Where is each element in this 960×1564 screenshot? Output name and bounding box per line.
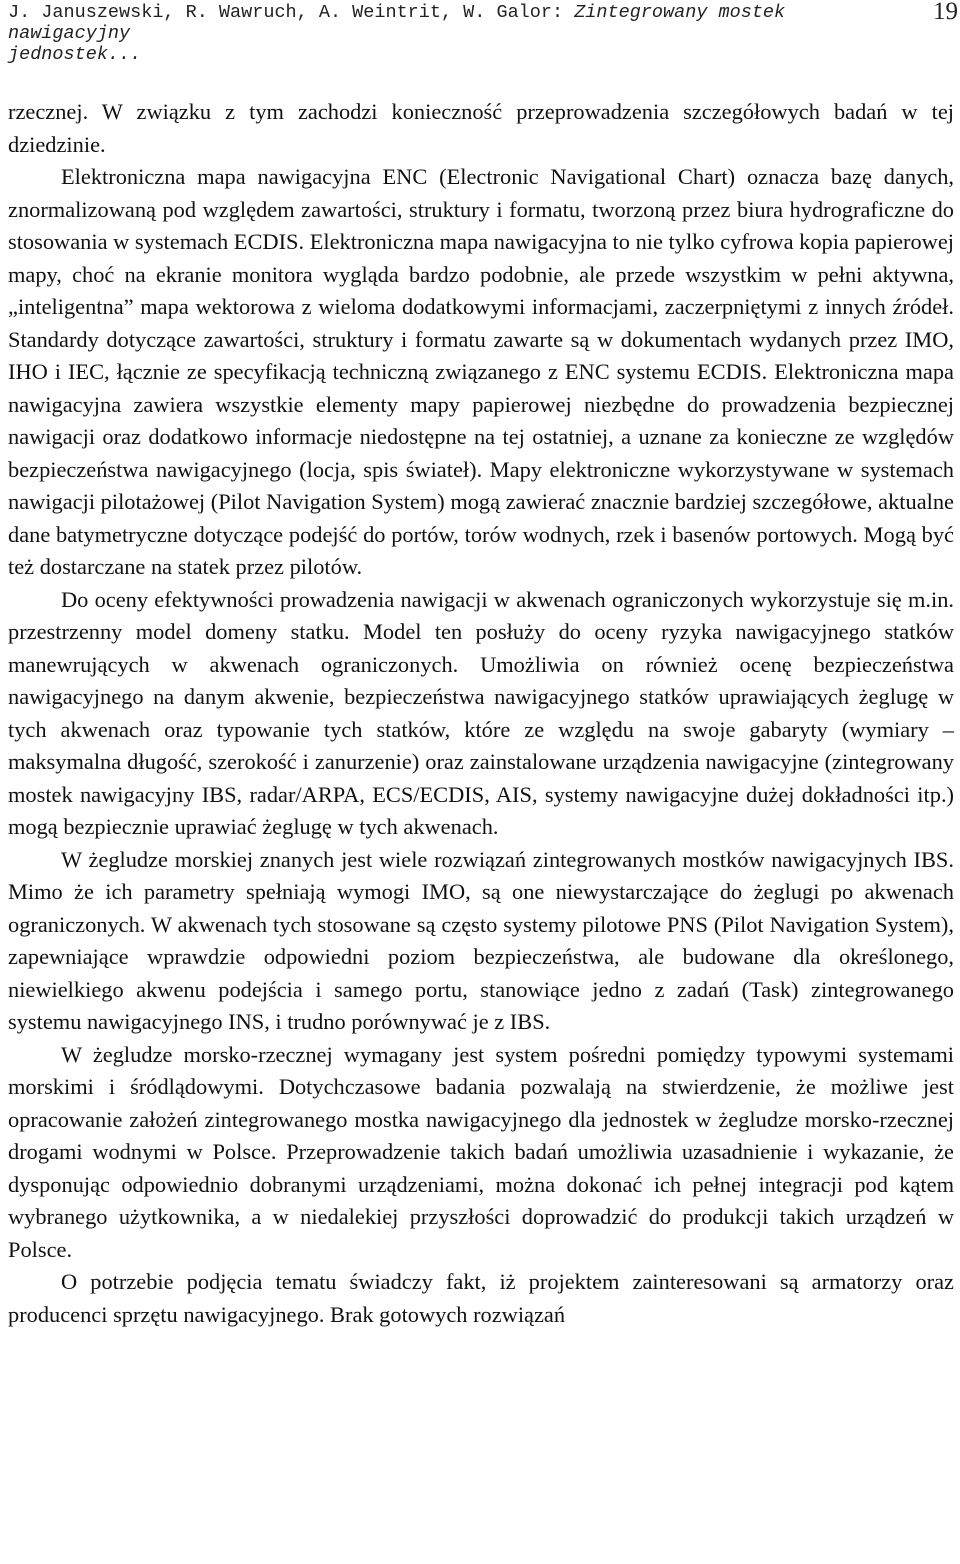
page-number: 19	[933, 0, 958, 25]
header-title-continuation: jednostek...	[8, 44, 142, 65]
paragraph: W żegludze morskiej znanych jest wiele rozwiązań zintegrowanych mostków nawigacyjnych IBS. Mimo że ich parametry spełniają wymogi IMO, są one niewystarczające do żeglugi po akwenach ograniczonych. W akwenach tych stosowane są często systemy pilotowe PNS (Pilot Navigation System), zapewniające wprawdzie odpowiedni poziom bezpieczeństwa, ale budowane dla określonego, niewielkiego akwenu podejścia i samego portu, stanowiące jedno z zadań (Task) zintegrowanego systemu nawigacyjnego INS, i trudno porównywać je z IBS.	[8, 846, 954, 1034]
paragraph: W żegludze morsko-rzecznej wymagany jest system pośredni pomiędzy typowymi systemami morskimi i śródlądowymi. Dotychczasowe badania pozwalają na stwierdzenie, że możliwe jest opracowanie założeń zintegrowanego mostka nawigacyjnego dla jednostek w żegludze morsko-rzecznej drogami wodnymi w Polsce. Przeprowadzenie takich badań umożliwia uzasadnienie i wykazanie, że dysponując odpowiednio dobranymi urządzeniami, można dokonać ich pełnej integracji pod kątem wybranego użytkownika, a w niedalekiej przyszłości doprowadzić do produkcji takich urządzeń w Polsce.	[8, 1041, 954, 1262]
body-text	[8, 96, 954, 1331]
running-header	[8, 2, 913, 65]
header-title-fragment: Zintegrowany mostek nawigacyjny	[8, 2, 786, 44]
header-authors: J. Januszewski, R. Wawruch, A. Weintrit, W. Galor:	[8, 2, 564, 23]
paragraph: O potrzebie podjęcia tematu świadczy fakt, iż projektem zainteresowani są armatorzy oraz producenci sprzętu nawigacyjnego. Brak gotowych rozwiązań	[8, 1269, 954, 1327]
paragraph: Elektroniczna mapa nawigacyjna ENC (Electronic Navigational Chart) oznacza bazę danych, znormalizowaną pod względem zawartości, struktury i formatu, tworzoną przez biura hydrograficzne do stosowania w systemach ECDIS. Elektroniczna mapa nawigacyjna to nie tylko cyfrowa kopia papierowej mapy, choć na ekranie monitora wygląda bardzo podobnie, ale przede wszystkim w pełni aktywna, „inteligentna” mapa wektorowa z wieloma dodatkowymi informacjami, zaczerpniętymi z innych źródeł. Standardy dotyczące zawartości, struktury i formatu zawarte są w dokumentach wydanych przez IMO, IHO i IEC, łącznie ze specyfikacją techniczną związanego z ENC systemu ECDIS. Elektroniczna mapa nawigacyjna zawiera wszystkie elementy mapy papierowej niezbędne do prowadzenia bezpiecznej nawigacji oraz dodatkowo informacje niedostępne na tej ostatniej, a uznane za konieczne ze względów bezpieczeństwa nawigacyjnego (locja, spis świateł). Mapy elektroniczne wykorzystywane w systemach nawigacji pilotażowej (Pilot Navigation System) mogą zawierać znacznie bardziej szczegółowe, aktualne dane batymetryczne dotyczące podejść do portów, torów wodnych, rzek i basenów portowych. Mogą być też dostarczane na statek przez pilotów.	[8, 164, 954, 579]
paragraph: rzecznej. W związku z tym zachodzi konieczność przeprowadzenia szczegółowych badań w tej dziedzinie.	[8, 99, 954, 157]
paragraph: Do oceny efektywności prowadzenia nawigacji w akwenach ograniczonych wykorzystuje się m.in. przestrzenny model domeny statku. Model ten posłuży do oceny ryzyka nawigacyjnego statków manewrujących w akwenach ograniczonych. Umożliwia on również ocenę bezpieczeństwa nawigacyjnego na danym akwenie, bezpieczeństwa nawigacyjnego statków uprawiających żeglugę w tych akwenach oraz typowanie tych statków, które ze względu na swoje gabaryty (wymiary – maksymalna długość, szerokość i zanurzenie) oraz zainstalowane urządzenia nawigacyjne (zintegrowany mostek nawigacyjny IBS, radar/ARPA, ECS/ECDIS, AIS, systemy nawigacyjne dużej dokładności itp.) mogą bezpiecznie uprawiać żeglugę w tych akwenach.	[8, 586, 954, 839]
